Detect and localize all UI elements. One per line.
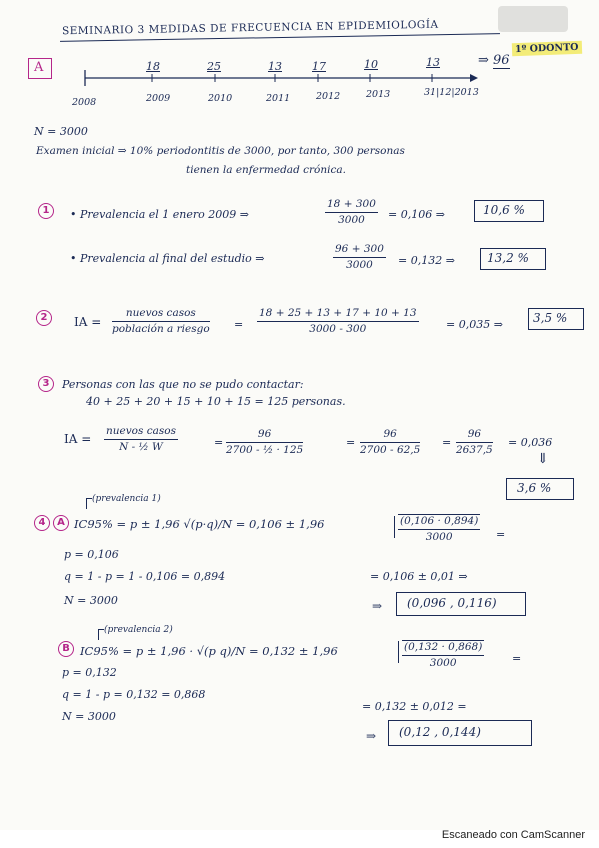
- q4a-number: 4: [34, 515, 50, 531]
- q2-text-fraction: [112, 307, 210, 336]
- q4a-sqrt-sign: [394, 516, 397, 538]
- q4b-sqrt-sign: [398, 641, 401, 663]
- q2-number: 2: [36, 310, 52, 326]
- q4b-n: N = 3000: [62, 710, 116, 723]
- q4b-result: = 0,132 ± 0,012 =: [362, 700, 467, 713]
- q1-line1-result-box: [474, 200, 544, 222]
- q3-line2: 40 + 25 + 20 + 15 + 10 + 15 = 125 personas.: [86, 395, 346, 408]
- q4b-p: p = 0,132: [62, 666, 117, 679]
- q4a-note: (prevalencia 1): [92, 494, 161, 504]
- timeline-count: 25: [207, 60, 221, 73]
- q3-f1-denominator: 2700 - ½ · 125: [226, 444, 304, 456]
- timeline-count: 13: [426, 56, 440, 69]
- q4a-sqrt-fraction: [398, 514, 480, 544]
- q3-text-denominator: N - ½ W: [119, 441, 163, 453]
- q3-eq-3: =: [442, 436, 452, 449]
- page-title: SEMINARIO 3 MEDIDAS DE FRECUENCIA EN EPIDEMIOLOGÍA: [61, 18, 439, 38]
- q4b-q: q = 1 - p = 0,132 = 0,868: [62, 688, 206, 701]
- q4a-sqrt-eq: =: [496, 528, 506, 541]
- q4b-sqrt-eq: =: [512, 652, 522, 665]
- q3-f3-denominator: 2637,5: [456, 444, 493, 456]
- q4b-note: (prevalencia 2): [104, 625, 173, 635]
- q1-line2-boxed-value: 13,2 %: [487, 251, 529, 265]
- timeline-year: 2011: [266, 93, 291, 104]
- q4a-sub-label: A: [53, 515, 69, 531]
- q1-line1-label: • Prevalencia el 1 enero 2009 ⇒: [70, 208, 249, 221]
- q3-f3-numerator: 96: [456, 428, 493, 443]
- q4b-sqrt-numerator: (0,132 · 0,868): [402, 640, 484, 656]
- section-a-box: [28, 58, 52, 79]
- q4a-boxed-value: (0,096 , 0,116): [407, 596, 497, 610]
- q4a-sqrt-denominator: 3000: [425, 531, 453, 543]
- q3-fraction-3: [456, 428, 493, 457]
- q3-boxed-value: 3,6 %: [517, 481, 552, 495]
- q4a-note-bracket: [86, 498, 92, 509]
- q2-text-denominator: población a riesgo: [112, 323, 210, 335]
- q2-value-denominator: 3000 - 300: [309, 323, 367, 335]
- timeline-count: 17: [312, 60, 326, 73]
- q2-value-numerator: 18 + 25 + 13 + 17 + 10 + 13: [257, 307, 419, 322]
- exam-line-2: tienen la enfermedad crónica.: [186, 164, 346, 176]
- q1-line1-boxed-value: 10,6 %: [483, 203, 525, 217]
- timeline-year: 2008: [72, 97, 97, 108]
- timeline-year: 31|12|2013: [424, 87, 479, 98]
- q1-number: 1: [38, 203, 54, 219]
- q2-text-numerator: nuevos casos: [112, 307, 210, 322]
- timeline-year: 2012: [316, 91, 341, 102]
- q3-f1-numerator: 96: [226, 428, 303, 443]
- q1-line2-label: • Prevalencia al final del estudio ⇒: [70, 252, 265, 265]
- q2-equals: =: [234, 318, 244, 331]
- q1-line1-result: = 0,106 ⇒: [388, 208, 445, 221]
- q4a-n: N = 3000: [64, 594, 118, 607]
- q1-line2-denominator: 3000: [346, 259, 373, 271]
- q4b-note-bracket: [98, 629, 104, 640]
- q3-down-arrow: ⇓: [537, 451, 549, 467]
- q3-result-box: [506, 478, 574, 500]
- q4b-sqrt-fraction: [402, 640, 484, 670]
- timeline-count: 13: [268, 60, 282, 73]
- q3-eq-1: =: [214, 436, 224, 449]
- timeline-arrowhead: [470, 74, 478, 82]
- q4b-arrow: ⇒: [366, 729, 377, 743]
- q4a-q: q = 1 - p = 1 - 0,106 = 0,894: [64, 570, 226, 583]
- section-a-label: A: [34, 60, 44, 75]
- q3-eq-2: =: [346, 436, 356, 449]
- q4a-arrow: ⇒: [372, 599, 383, 613]
- q3-f2-denominator: 2700 - 62,5: [360, 444, 421, 456]
- course-badge: 1º ODONTO: [512, 41, 582, 56]
- q4a-result: = 0,106 ± 0,01 ⇒: [370, 570, 468, 583]
- q3-result: = 0,036: [508, 436, 553, 449]
- q4a-p: p = 0,106: [64, 548, 119, 561]
- q3-line1: Personas con las que no se pudo contactar:: [62, 378, 304, 391]
- q2-result: = 0,035 ⇒: [446, 318, 503, 331]
- q3-fraction-2: [360, 428, 420, 457]
- timeline-count: 18: [146, 60, 160, 73]
- q1-line2-numerator: 96 + 300: [333, 243, 386, 258]
- timeline-total: ⇒ 96: [478, 53, 510, 68]
- scanner-watermark: Escaneado con CamScanner: [441, 829, 585, 841]
- q1-line1-numerator: 18 + 300: [325, 198, 378, 213]
- q1-line1-denominator: 3000: [338, 214, 365, 226]
- timeline-count: 10: [364, 58, 378, 71]
- q3-number: 3: [38, 376, 54, 392]
- q4a-formula: IC95% = p ± 1,96 √(p·q)/N = 0,106 ± 1,96: [74, 517, 325, 531]
- q1-line2-result-box: [480, 248, 546, 270]
- q3-f2-numerator: 96: [360, 428, 420, 443]
- q4b-boxed-value: (0,12 , 0,144): [399, 725, 481, 739]
- q1-line1-fraction: [325, 198, 378, 227]
- exam-line-1: Examen inicial ⇒ 10% periodontitis de 3000, por tanto, 300 personas: [36, 145, 405, 157]
- n-line: N = 3000: [34, 125, 88, 138]
- q1-line2-result: = 0,132 ⇒: [398, 254, 455, 267]
- q2-ia-label: IA =: [74, 315, 102, 329]
- q4a-sqrt-numerator: (0,106 · 0,894): [398, 514, 480, 530]
- q2-value-fraction: [257, 307, 419, 336]
- smudge: [498, 6, 568, 32]
- q4b-formula: IC95% = p ± 1,96 · √(p q)/N = 0,132 ± 1,96: [80, 644, 338, 658]
- q3-fraction-1: [226, 428, 303, 457]
- q1-line2-fraction: [333, 243, 386, 272]
- q3-ia-label: IA =: [64, 432, 92, 446]
- timeline-year: 2009: [146, 93, 171, 104]
- q3-text-fraction: [104, 425, 178, 454]
- q4a-result-box: [396, 592, 526, 616]
- q4b-sub-label: B: [58, 641, 74, 657]
- q4b-sqrt-denominator: 3000: [429, 657, 457, 669]
- timeline-year: 2013: [366, 89, 391, 100]
- q4b-result-box: [388, 720, 532, 746]
- timeline-year: 2010: [208, 93, 233, 104]
- q2-boxed-value: 3,5 %: [533, 311, 568, 325]
- timeline-total-value: 96: [493, 53, 510, 68]
- q2-result-box: [528, 308, 584, 330]
- q3-text-numerator: nuevos casos: [104, 425, 178, 440]
